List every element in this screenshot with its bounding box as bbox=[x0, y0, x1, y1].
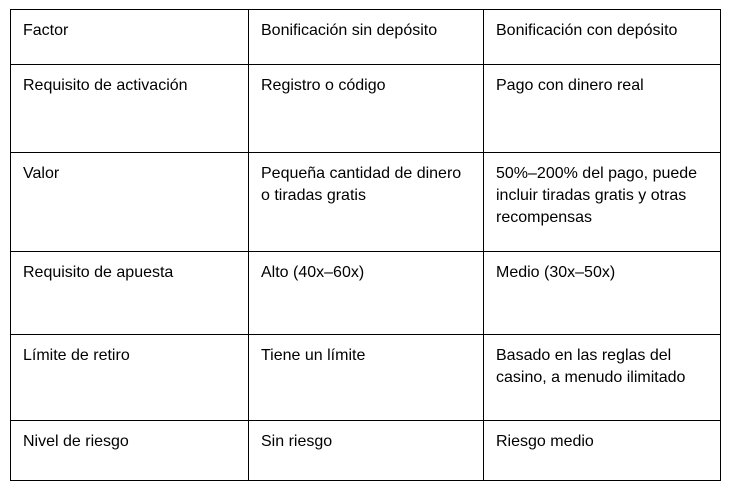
table-row-risk-level bbox=[11, 421, 721, 481]
cell-wagering-requirement-deposit: Medio (30x–50x) bbox=[484, 252, 721, 335]
cell-risk-level-label: Nivel de riesgo bbox=[11, 421, 249, 481]
cell-activation-requirement-label: Requisito de activación bbox=[11, 65, 249, 153]
cell-activation-requirement-deposit: Pago con dinero real bbox=[484, 65, 721, 153]
cell-withdrawal-limit-label: Límite de retiro bbox=[11, 335, 249, 421]
header-cell-no-deposit-bonus: Bonificación sin depósito bbox=[249, 10, 484, 65]
table-row-withdrawal-limit bbox=[11, 335, 721, 421]
table-row-activation-requirement bbox=[11, 65, 721, 153]
cell-risk-level-no-deposit: Sin riesgo bbox=[249, 421, 484, 481]
table-header-row bbox=[11, 10, 721, 65]
cell-value-deposit: 50%–200% del pago, puede incluir tiradas gratis y otras recompensas bbox=[484, 153, 721, 252]
cell-value-label: Valor bbox=[11, 153, 249, 252]
cell-withdrawal-limit-no-deposit: Tiene un límite bbox=[249, 335, 484, 421]
table-row-wagering-requirement bbox=[11, 252, 721, 335]
cell-wagering-requirement-no-deposit: Alto (40x–60x) bbox=[249, 252, 484, 335]
cell-value-no-deposit: Pequeña cantidad de dinero o tiradas gratis bbox=[249, 153, 484, 252]
cell-activation-requirement-no-deposit: Registro o código bbox=[249, 65, 484, 153]
bonus-comparison-table bbox=[10, 9, 721, 481]
header-cell-factor: Factor bbox=[11, 10, 249, 65]
cell-risk-level-deposit: Riesgo medio bbox=[484, 421, 721, 481]
cell-withdrawal-limit-deposit: Basado en las reglas del casino, a menudo ilimitado bbox=[484, 335, 721, 421]
header-cell-deposit-bonus: Bonificación con depósito bbox=[484, 10, 721, 65]
table-row-value bbox=[11, 153, 721, 252]
cell-wagering-requirement-label: Requisito de apuesta bbox=[11, 252, 249, 335]
